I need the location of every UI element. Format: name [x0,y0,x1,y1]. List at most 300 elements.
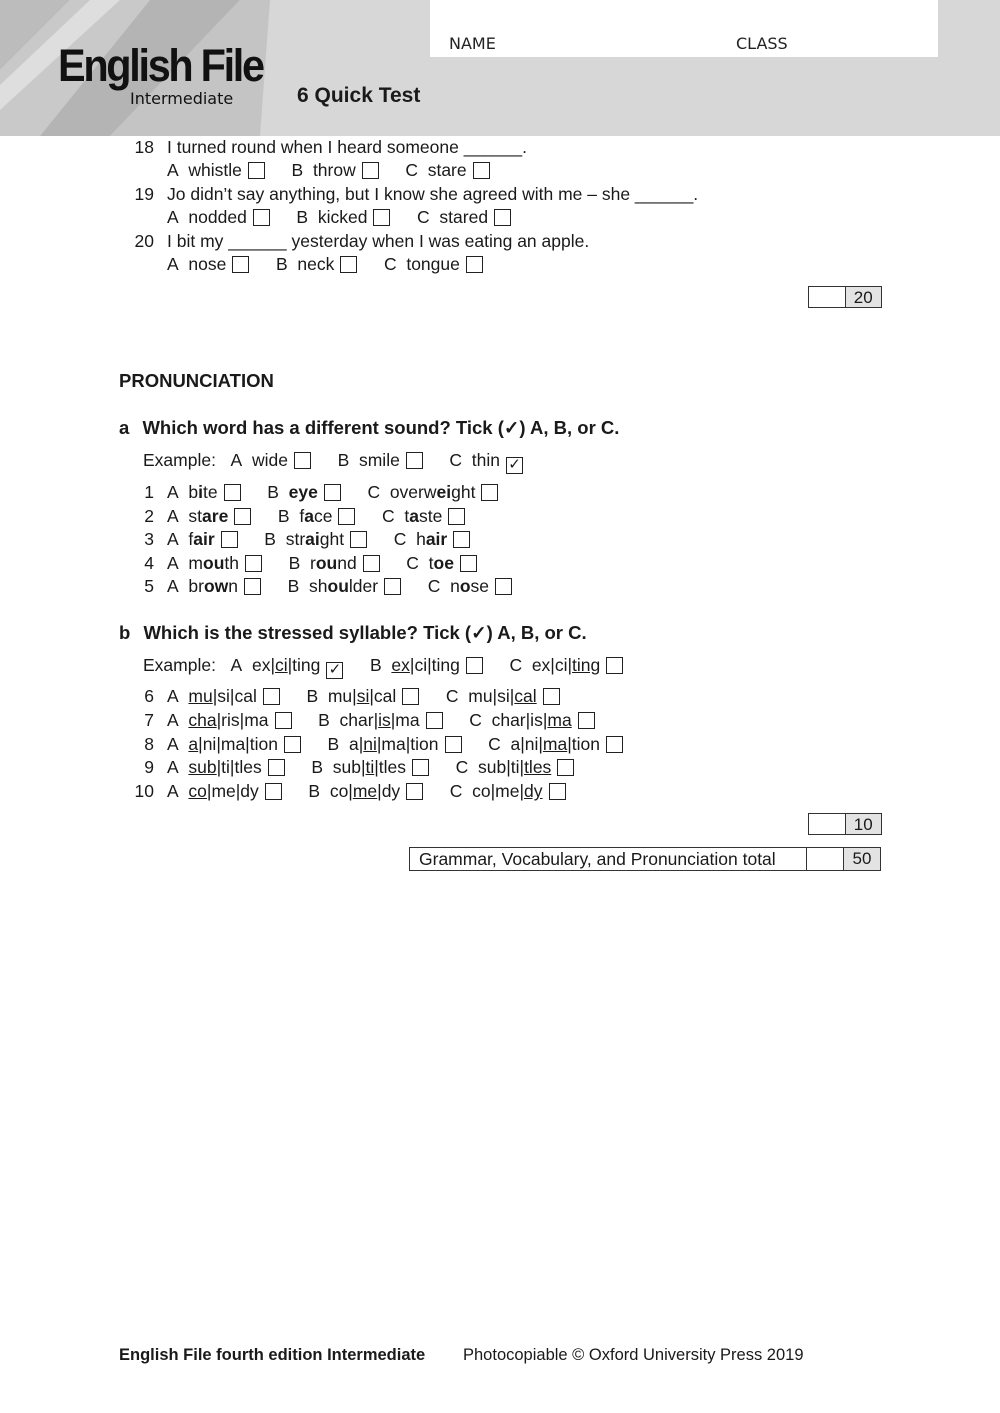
option-letter: B [370,655,382,675]
example-label: Example: [143,450,216,470]
example-label: Example: [143,655,216,675]
option-word [252,450,288,470]
word-part: f [188,529,194,549]
part-a-instruction [119,417,619,439]
word-part: |ti|tles [216,757,262,778]
option-letter: C [445,686,459,706]
answer-option [428,576,512,596]
total-value: 50 [844,848,880,870]
sound-letters: o [459,576,471,596]
question-number: 8 [144,733,154,754]
option-word: whistle [188,160,242,180]
option-word [252,655,320,675]
tick-box[interactable] [448,508,465,525]
option-letter: B [287,576,300,596]
tick-box[interactable] [543,688,560,705]
options-row [167,254,509,274]
answer-option [264,529,367,549]
word-part: wide [251,450,288,470]
score-blank[interactable] [809,287,846,307]
option-word: nodded [188,207,247,227]
stressed-syllable: a [188,733,199,754]
sound-letters: i [198,482,204,502]
option-letter: A [167,160,179,180]
tick-box[interactable] [426,712,443,729]
word-part: mu| [327,686,357,706]
stressed-syllable: ma [542,733,568,754]
option-letter: A [167,482,179,502]
option-word [188,734,278,754]
answer-option [450,781,566,801]
tick-box[interactable] [578,712,595,729]
pron-score-total: 10 [846,814,882,834]
tick-box[interactable] [340,256,357,273]
option-word [188,553,239,573]
vocab-score-box [808,286,882,308]
option-word: stared [439,207,489,227]
option-word [188,686,256,706]
option-word [472,781,542,801]
pron-score-box [808,813,882,835]
stressed-syllable: cal [514,686,537,706]
tick-box[interactable] [406,783,423,800]
option-word [310,553,357,573]
option-letter: B [267,482,279,502]
options-row [167,576,539,596]
word-part: ex|ci| [531,655,573,675]
tick-box[interactable] [445,736,462,753]
option-word [391,655,459,675]
option-letter: A [167,733,179,754]
option-word [468,686,536,706]
option-word [349,734,439,754]
option-word [404,506,442,526]
word-part: |ma [390,709,420,730]
answer-option [306,686,419,706]
options-row [167,160,516,180]
word-part: |dy [377,781,401,802]
option-word [510,734,600,754]
word-part: sub| [332,757,366,778]
stressed-syllable: dy [524,781,543,802]
stressed-syllable: ting [572,655,601,675]
option-word: tongue [406,254,460,274]
tick-box[interactable] [253,209,270,226]
answer-option [289,553,380,573]
total-label: Grammar, Vocabulary, and Pronunciation total [410,848,807,870]
word-part: mu|si| [468,686,515,706]
option-word [532,655,600,675]
tick-box[interactable] [402,688,419,705]
option-word [416,529,447,549]
sound-letters: ai [305,529,320,549]
answer-option [446,686,560,706]
word-part: str [285,529,306,549]
options-row [167,686,586,706]
sound-letters: ou [327,576,349,596]
option-letter: B [327,733,340,754]
answer-option [167,734,301,754]
tick-box[interactable] [284,736,301,753]
answer-option [167,757,285,777]
option-letter: B [311,757,323,778]
option-letter: C [455,757,469,778]
answer-option [230,655,344,678]
answer-option [167,254,249,274]
option-letter: C [383,254,397,274]
question-text: I turned round when I heard someone ______. [167,137,527,157]
footer-book-title: English File fourth edition Intermediate [119,1346,426,1364]
tick-box[interactable] [232,256,249,273]
overall-total-box [409,847,881,871]
part-a-text: Which word has a different sound? Tick (✓) A, B, or C. [142,417,620,438]
options-row [167,757,601,777]
option-word [328,686,396,706]
tick-box[interactable] [248,162,265,179]
tick-box[interactable] [453,531,470,548]
page-header [0,0,1000,136]
option-letter: C [417,207,430,227]
option-word [492,710,572,730]
question-text: I bit my ______ yesterday when I was eating an apple. [167,231,590,251]
sound-letters: a [409,505,420,526]
example-row [143,450,550,474]
option-letter: A [167,505,179,526]
sound-letters: air [425,529,448,549]
answer-option [167,553,262,573]
options-row [167,482,525,502]
word-part: te [203,482,218,502]
tick-box[interactable]: ✓ [326,662,343,679]
stressed-syllable: tles [524,757,552,778]
tick-box[interactable] [606,657,623,674]
word-part: co| [329,781,353,802]
option-letter: B [306,686,319,706]
option-letter: C [427,576,441,596]
answer-option [167,482,241,502]
options-row [167,710,621,730]
word-part: |ci|ting [409,655,460,675]
word-part: ght [319,529,345,549]
word-part: lder [348,576,379,596]
answer-option [167,529,238,549]
pronunciation-heading: PRONUNCIATION [119,370,274,391]
option-word [188,506,228,526]
sound-letters: ei [436,482,452,502]
tick-box[interactable] [495,578,512,595]
option-word [340,710,420,730]
tick-box[interactable] [384,578,401,595]
word-part: |si|cal [212,686,257,706]
sound-letters: ow [203,576,229,596]
stressed-syllable: sub [188,757,217,778]
question-number: 7 [144,709,154,730]
answer-option [456,757,575,777]
word-part: smile [358,450,400,470]
option-letter: C [449,781,463,802]
tick-box[interactable] [373,209,390,226]
word-part: char| [339,709,379,730]
question-number: 2 [144,505,154,526]
option-letter: A [230,450,243,470]
word-part: sub|ti| [478,757,525,778]
logo-subtitle: Intermediate [130,89,234,108]
footer-copyright: Photocopiable © Oxford University Press 2019 [463,1346,804,1364]
answer-option [382,506,465,526]
option-letter: C [509,655,523,675]
option-letter: C [449,450,463,470]
option-letter: A [167,757,179,778]
option-letter: C [393,529,407,549]
word-part: |ting [287,655,321,675]
option-word [188,529,214,549]
option-word [286,529,344,549]
part-b-text: Which is the stressed syllable? Tick (✓) A, B, or C. [143,622,587,643]
answer-option [449,450,523,473]
option-letter: A [167,576,179,596]
sound-letters: a [304,505,314,526]
answer-option [296,207,390,227]
option-word [188,757,261,777]
option-word [289,482,318,502]
answer-option [488,734,623,754]
word-part: ce [313,505,333,526]
word-part: br [188,576,204,596]
word-part: h [416,529,426,549]
name-class-box [430,0,938,57]
word-part: |tles [374,757,407,778]
option-letter: B [275,254,288,274]
answer-option [370,655,483,675]
option-letter: A [167,254,179,274]
option-letter: B [318,709,330,730]
stressed-syllable: me [352,781,378,802]
word-part: overw [389,482,437,502]
option-letter: C [367,482,381,502]
option-word [390,482,476,502]
part-b-letter: b [119,622,131,643]
vocab-score-total: 20 [846,287,882,307]
answer-option [167,207,270,227]
option-word [478,757,551,777]
tick-box[interactable]: ✓ [506,457,523,474]
word-part: thin [471,450,501,470]
word-part: r [310,552,316,573]
stressed-syllable: mu [188,686,213,706]
sound-letters: eye [288,482,318,502]
tick-box[interactable] [494,209,511,226]
tick-box[interactable] [245,555,262,572]
sound-letters: oe [433,552,454,573]
options-row [167,506,492,526]
answer-option [288,576,401,596]
option-word [188,482,217,502]
tick-box[interactable] [263,688,280,705]
sound-letters: ou [203,552,225,573]
tick-box[interactable] [406,452,423,469]
tick-box[interactable] [275,712,292,729]
word-part: nd [337,552,357,573]
word-part: |ris|ma [216,709,269,730]
tick-box[interactable] [466,256,483,273]
logo-title: English File [58,40,263,91]
stressed-syllable: ma [547,709,572,730]
word-part: char|is| [491,709,548,730]
option-letter: C [488,733,501,754]
option-letter: B [308,781,321,802]
word-part: |ni|ma|tion [198,733,278,754]
word-part: st [188,505,203,526]
option-letter: A [167,529,179,549]
options-row [167,207,538,227]
tick-box[interactable] [606,736,623,753]
part-b-instruction [119,622,587,644]
word-part: th [224,552,239,573]
question-number: 1 [144,482,154,502]
word-part: n [228,576,239,596]
tick-box[interactable] [265,783,282,800]
option-letter: B [337,450,350,470]
tick-box[interactable] [244,578,261,595]
stressed-syllable: ti [365,757,375,778]
word-part: co|me| [472,781,525,802]
tick-box[interactable] [268,759,285,776]
tick-box[interactable] [221,531,238,548]
tick-box[interactable] [557,759,574,776]
option-word [188,576,238,596]
stressed-syllable: si [356,686,370,706]
option-word [188,710,268,730]
word-part: a| [348,733,364,754]
stressed-syllable: ci [275,655,288,675]
option-letter: B [296,207,309,227]
word-part: |tion [567,733,600,754]
tick-box[interactable] [481,484,498,501]
answer-option [318,710,443,730]
answer-option [367,482,498,502]
answer-option [417,207,511,227]
option-letter: B [277,505,290,526]
word-part: t [428,552,434,573]
word-part: f [299,505,305,526]
class-label: CLASS [736,34,788,53]
answer-option [338,450,423,470]
question-number: 5 [144,576,154,596]
option-word: stare [427,160,467,180]
answer-option [167,710,292,730]
tick-box[interactable] [362,162,379,179]
tick-box[interactable] [234,508,251,525]
question-number: 10 [134,781,154,802]
option-letter: C [406,552,419,573]
answer-option [469,710,594,730]
word-part: n [450,576,460,596]
option-letter: C [405,160,418,180]
option-word [472,450,500,470]
question-number: 9 [144,757,154,778]
question-number: 18 [134,137,154,157]
answer-option [167,160,265,180]
options-row [167,734,650,754]
question-number: 6 [144,686,154,706]
tick-box[interactable] [363,555,380,572]
answer-option [167,686,280,706]
option-letter: A [230,655,243,675]
option-word [333,757,406,777]
tick-box[interactable] [324,484,341,501]
sound-letters: ou [315,552,338,573]
word-part: ght [451,482,476,502]
stressed-syllable: is [378,709,391,730]
word-part: ex| [251,655,275,675]
word-part: a|ni| [510,733,543,754]
options-row [167,553,504,573]
option-letter: B [291,160,304,180]
answer-option [231,450,311,470]
word-part: |cal [369,686,397,706]
option-word [299,506,332,526]
name-label: NAME [449,34,496,53]
part-a-letter: a [119,417,130,438]
option-word [429,553,454,573]
word-part: t [404,505,410,526]
answer-option [167,576,261,596]
tick-box[interactable] [338,508,355,525]
answer-option [394,529,471,549]
total-blank[interactable] [807,848,844,870]
answer-option [384,254,483,274]
sound-letters: are [202,505,229,526]
options-row [167,529,497,549]
option-letter: A [167,686,179,706]
tick-box[interactable] [466,657,483,674]
tick-box[interactable] [460,555,477,572]
test-title: 6 Quick Test [297,84,421,107]
answer-option [311,757,429,777]
tick-box[interactable] [294,452,311,469]
question-number: 19 [134,184,154,204]
answer-option [167,781,282,801]
answer-option [278,506,356,526]
option-letter: C [469,709,482,730]
tick-box[interactable] [350,531,367,548]
option-word: nose [188,254,227,274]
option-letter: B [264,529,276,549]
option-word: kicked [317,207,368,227]
tick-box[interactable] [412,759,429,776]
answer-option [405,160,489,180]
stressed-syllable: co [188,781,207,802]
option-letter: A [167,552,179,573]
word-part: ste [419,505,443,526]
score-blank[interactable] [809,814,846,834]
option-letter: A [167,781,179,802]
option-letter: A [167,709,179,730]
option-word: throw [312,160,356,180]
word-part: b [188,482,199,502]
tick-box[interactable] [224,484,241,501]
answer-option [167,506,251,526]
stressed-syllable: ni [363,733,377,754]
question-text: Jo didn’t say anything, but I know she agreed with me – she ______. [167,184,699,204]
option-letter: C [382,505,395,526]
option-word: neck [297,254,335,274]
answer-option [267,482,341,502]
answer-option [292,160,379,180]
option-word [450,576,489,596]
tick-box[interactable] [549,783,566,800]
tick-box[interactable] [473,162,490,179]
